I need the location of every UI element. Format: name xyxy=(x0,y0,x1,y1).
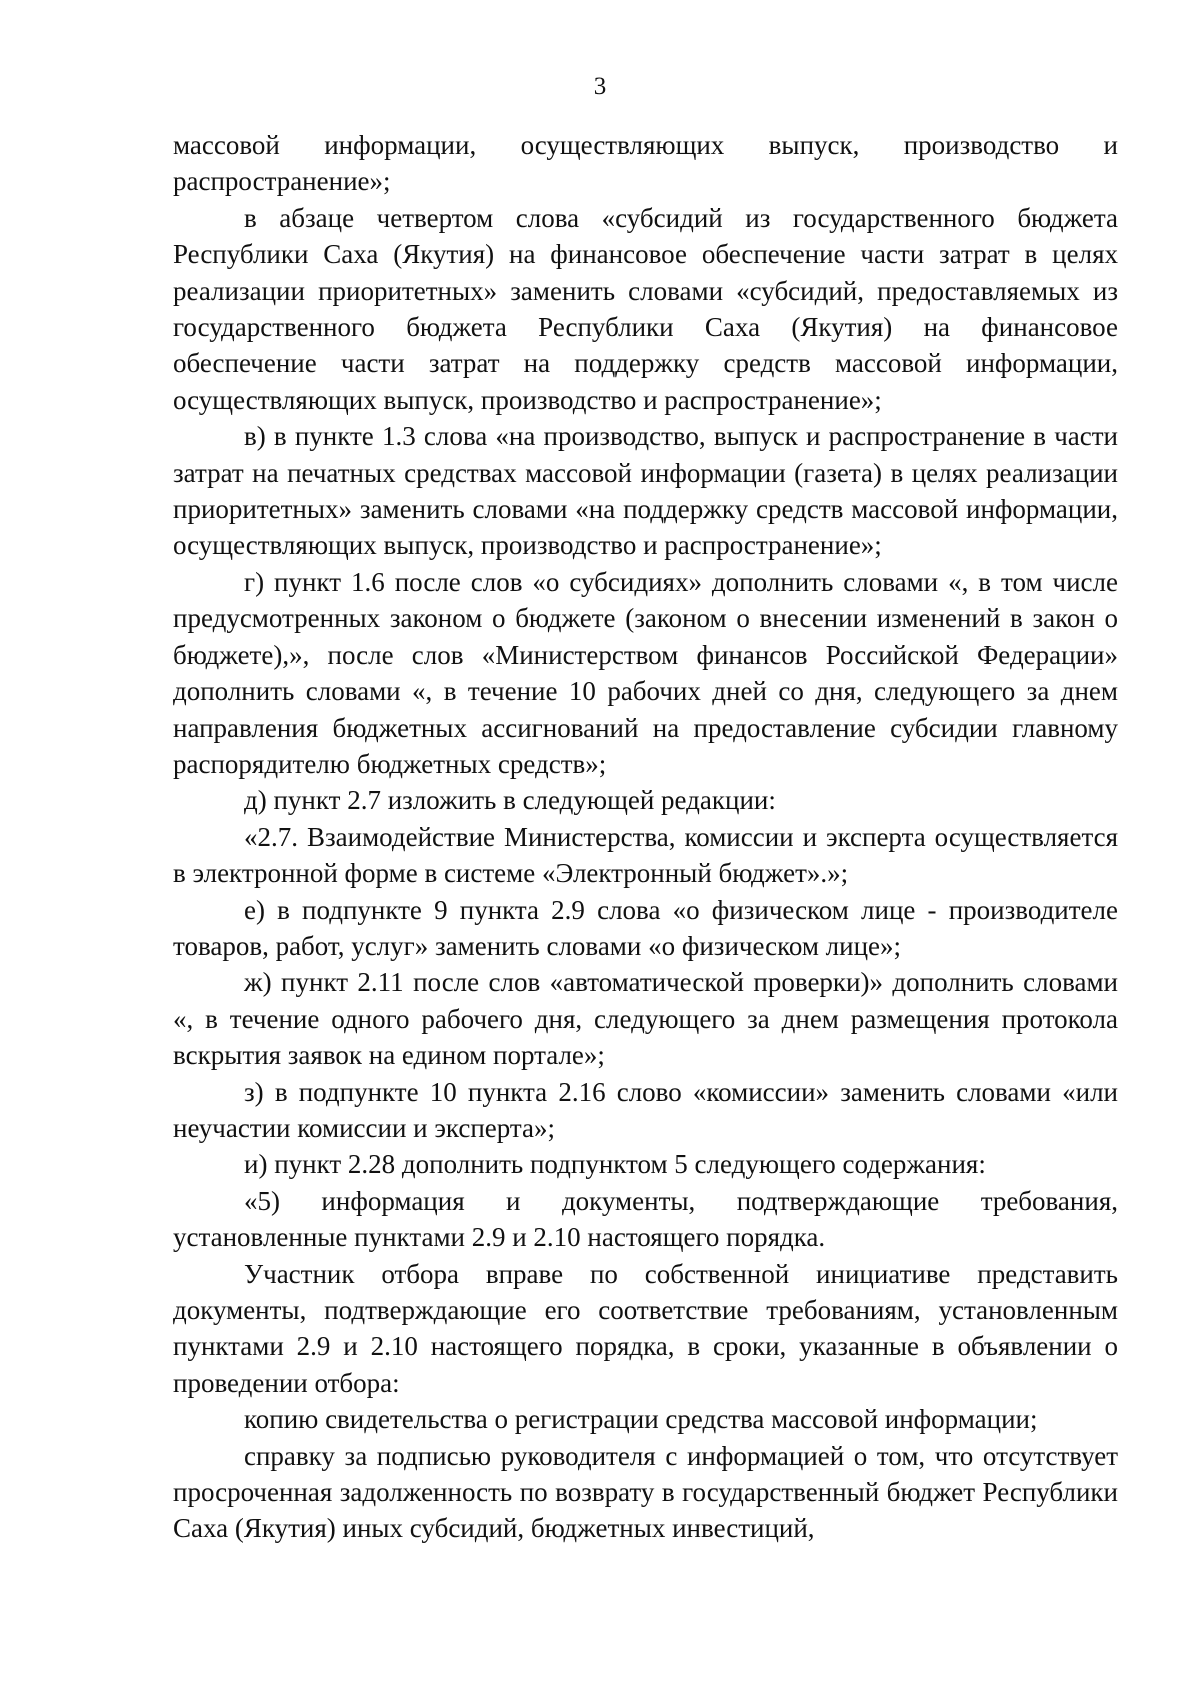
paragraph-item-zh: ж) пункт 2.11 после слов «автоматической проверки)» дополнить словами «, в течение одного рабочего дня, следующего за днем размещения протокола вскрытия заявок на едином портале»; xyxy=(173,967,1118,1071)
paragraph-item-2-7: «2.7. Взаимодействие Министерства, комиссии и эксперта осуществляется в электронной форме в системе «Электронный бюджет».»; xyxy=(173,821,1118,889)
paragraph-abzac-chetvertyi: в абзаце четвертом слова «субсидий из государственного бюджета Республики Саха (Якутия) на финансовое обеспечение части затрат в целях реализации приоритетных» заменить словами «субсидий, предоставляемых из государственного бюджета Республики Саха (Якутия) на финансовое обеспечение части затрат на поддержку средств массовой информации, осуществляющих выпуск, производство и распространение»; xyxy=(173,202,1118,415)
paragraph-continuation: массовой информации, осуществляющих выпуск, производство и распространение»; xyxy=(173,130,1118,197)
paragraph-spravka: справку за подписью руководителя с информацией о том, что отсутствует просроченная задолженность по возврату в государственный бюджет Республики Саха (Якутия) иных субсидий, бюджетных инвестиций, xyxy=(173,1440,1118,1544)
paragraph-uchastnik-otbora: Участник отбора вправе по собственной инициативе представить документы, подтверждающие его соответствие требованиям, установленным пунктами 2.9 и 2.10 настоящего порядка, в сроки, указанные в объявлении о проведении отбора: xyxy=(173,1258,1118,1398)
document-body xyxy=(173,127,1118,1547)
paragraph-item-e: е) в подпункте 9 пункта 2.9 слова «о физическом лице - производителе товаров, работ, услуг» заменить словами «о физическом лице»; xyxy=(173,894,1118,961)
paragraph-item-d: д) пункт 2.7 изложить в следующей редакции: xyxy=(244,785,776,816)
paragraph-kopiya-svidetelstva: копию свидетельства о регистрации средства массовой информации; xyxy=(244,1404,1038,1435)
paragraph-item-i: и) пункт 2.28 дополнить подпунктом 5 следующего содержания: xyxy=(244,1149,986,1180)
paragraph-item-g: г) пункт 1.6 после слов «о субсидиях» дополнить словами «, в том числе предусмотренных законом о бюджете (законом о внесении изменений в закон о бюджете),», после слов «Министерством финансов Российской Федерации» дополнить словами «, в течение 10 рабочих дней со дня, следующего за днем направления бюджетных ассигнований на предоставление субсидии главному распорядителю бюджетных средств»; xyxy=(173,566,1118,779)
page-number: 3 xyxy=(593,73,607,100)
paragraph-item-v: в) в пункте 1.3 слова «на производство, выпуск и распространение в части затрат на печатных средствах массовой информации (газета) в целях реализации приоритетных» заменить словами «на поддержку средств массовой информации, осуществляющих выпуск, производство и распространение»; xyxy=(173,421,1118,561)
paragraph-subitem-5: «5) информация и документы, подтверждающие требования, установленные пунктами 2.9 и 2.10 настоящего порядка. xyxy=(173,1185,1118,1253)
paragraph-item-z: з) в подпункте 10 пункта 2.16 слово «комиссии» заменить словами «или неучастии комиссии и эксперта»; xyxy=(173,1076,1118,1143)
